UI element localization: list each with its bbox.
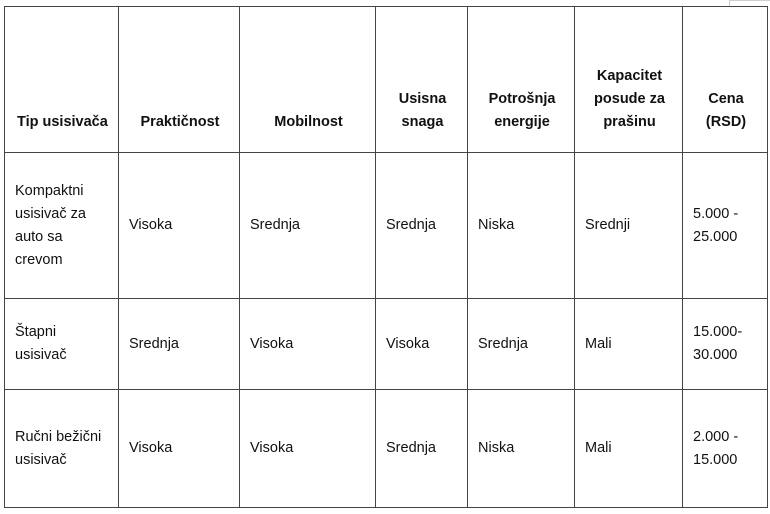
table-row [5, 299, 768, 390]
table-cell: 5.000 - 25.000 [683, 153, 768, 299]
table-cell: Visoka [376, 299, 468, 390]
table-cell: Srednji [575, 153, 683, 299]
table-cell: Srednja [119, 299, 240, 390]
table-cell: Niska [468, 153, 575, 299]
table-cell: Niska [468, 390, 575, 508]
table-cell: Ručni bežični usisivač [5, 390, 119, 508]
header-cell-price: Cena (RSD) [683, 7, 768, 153]
header-row [5, 7, 768, 153]
vacuum-comparison-table [4, 6, 768, 508]
header-cell-type: Tip usisivača [5, 7, 119, 153]
table-cell: Srednja [376, 390, 468, 508]
table-cell: Visoka [119, 153, 240, 299]
table-cell: Visoka [240, 299, 376, 390]
table-row [5, 390, 768, 508]
header-cell-mobility: Mobilnost [240, 7, 376, 153]
table-cell: Kompaktni usisivač za auto sa crevom [5, 153, 119, 299]
table-cell: 15.000- 30.000 [683, 299, 768, 390]
header-cell-practicality: Praktičnost [119, 7, 240, 153]
table-row [5, 153, 768, 299]
table-cell: Visoka [240, 390, 376, 508]
header-cell-suction-power: Usisna snaga [376, 7, 468, 153]
header-cell-energy-consumption: Potrošnja energije [468, 7, 575, 153]
header-cell-dust-capacity: Kapacitet posude za prašinu [575, 7, 683, 153]
table-cell: Mali [575, 299, 683, 390]
table-cell: Mali [575, 390, 683, 508]
table-cell: Srednja [240, 153, 376, 299]
table-cell: Srednja [376, 153, 468, 299]
table-cell: Štapni usisivač [5, 299, 119, 390]
table-cell: 2.000 - 15.000 [683, 390, 768, 508]
table-cell: Srednja [468, 299, 575, 390]
table-cell: Visoka [119, 390, 240, 508]
